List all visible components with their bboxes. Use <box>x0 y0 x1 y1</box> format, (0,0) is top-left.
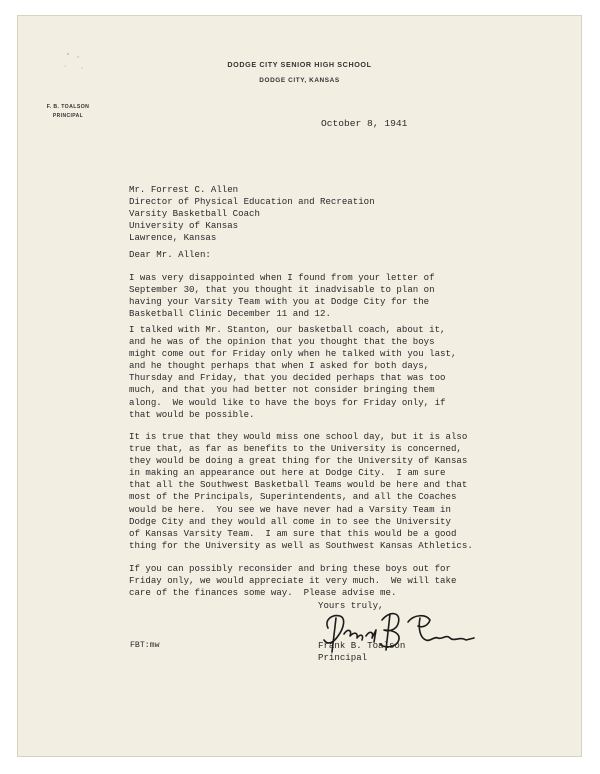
recipient-line: Director of Physical Education and Recreation <box>129 196 375 208</box>
recipient-line: University of Kansas <box>129 220 239 232</box>
letterhead-principal-title: PRINCIPAL <box>52 113 84 119</box>
body-paragraph-2: I talked with Mr. Stanton, our basketball coach, about it, and he was of the opinion that you thought that the boys might come out for Friday only when he talked with you last, and he thought perhaps that when I asked for both days, Thursday and Friday, that you decided perhaps that was too much, and that you had better not consider bringing them along. We would like to have the boys for Friday only, if that would be possible. <box>129 324 457 420</box>
signer-name: Frank B. Toalson <box>318 640 406 651</box>
recipient-line: Varsity Basketball Coach <box>129 208 260 220</box>
handwritten-signature <box>310 600 486 662</box>
body-paragraph-1: I was very disappointed when I found from your letter of September 30, that you thought it inadvisable to plan on having your Varsity Team with you at Dodge City for the Basketball Clinic December 11 and 12. <box>129 272 435 320</box>
recipient-line: Lawrence, Kansas <box>129 232 217 244</box>
signer-title: Principal <box>318 652 368 664</box>
closing: Yours truly, <box>318 600 384 611</box>
recipient-line: Mr. Forrest C. Allen <box>129 184 239 195</box>
letter-page <box>18 16 581 756</box>
recipient-address <box>129 184 375 244</box>
salutation: Dear Mr. Allen: <box>129 249 211 260</box>
body-paragraph-3: It is true that they would miss one school day, but it is also true that, as far as benefits to the University is concerned, they would be doing a great thing for the University of Kansas in making an appearance out here at Dodge City. I am sure that all the Southwest Basketball Teams would be here and that most of the Principals, Superintendents, and all the Coaches would be here. You see we have never had a Varsity Team in Dodge City and they would all come in to see the University of Kansas Varsity Team. I am sure that this would be a good thing for the University as well as Southwest Kansas Athletics. <box>129 431 473 551</box>
letter-date: October 8, 1941 <box>321 118 408 129</box>
letterhead-school: DODGE CITY SENIOR HIGH SCHOOL <box>227 60 372 69</box>
body-paragraph-4: If you can possibly reconsider and bring these boys out for Friday only, we would appreciate it very much. We will take care of the finances some way. Please advise me. <box>129 563 457 599</box>
reference-initials: FBT:mw <box>130 641 160 650</box>
letterhead-location: DODGE CITY, KANSAS <box>259 77 340 84</box>
letterhead-principal-name: F. B. TOALSON <box>46 104 90 110</box>
